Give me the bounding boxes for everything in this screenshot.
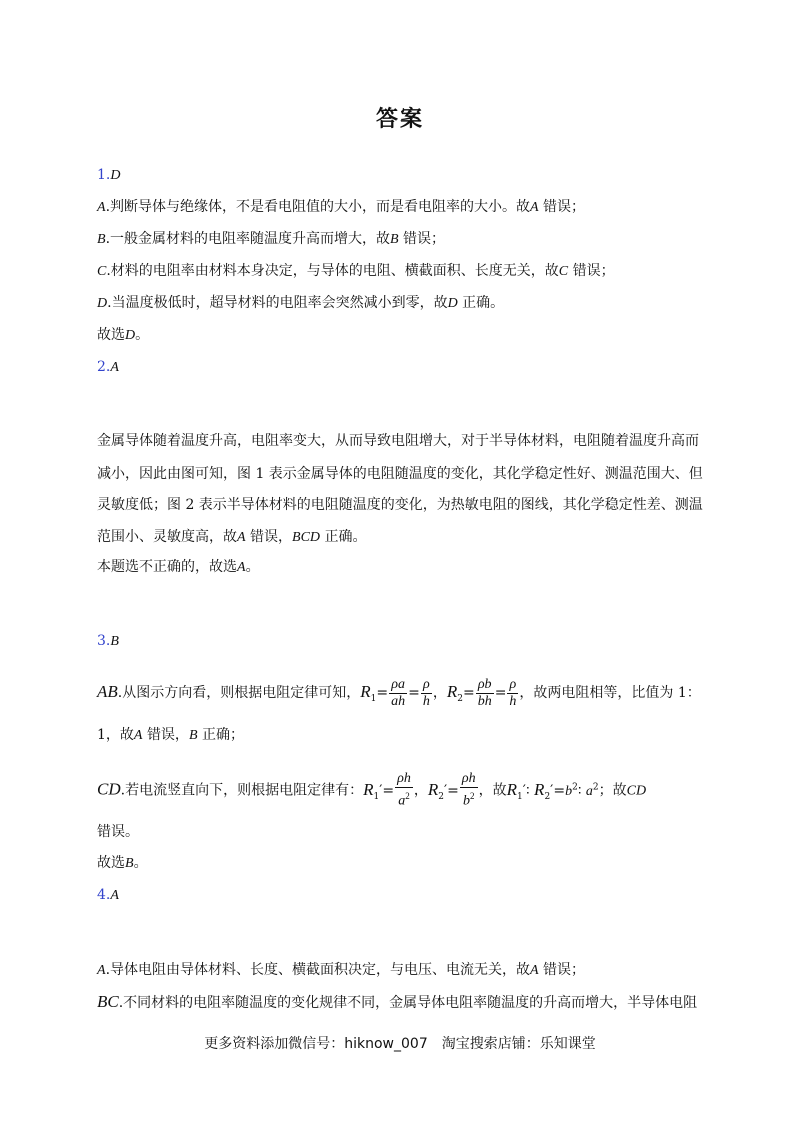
page-footer: 更多资料添加微信号：hiknow_007 淘宝搜索店铺：乐知课堂 xyxy=(204,1036,596,1052)
q1-conclusion: 故选D。 xyxy=(97,327,150,343)
q2-number: 2 xyxy=(97,359,106,375)
formula-r1: $R_1=$ $\frac{\rho a}{ah}$ = $\frac{\rho}{h}$ xyxy=(360,676,430,709)
q2-header: 2.A xyxy=(97,359,119,375)
q3-cd-line-2: 错误。 xyxy=(97,824,139,840)
q4-line-bc: BC.不同材料的电阻率随温度的变化规律不同，金属导体电阻率随温度的升高而增大，半导体电阻 xyxy=(97,992,698,1011)
q1-line-a: A.判断导体与绝缘体，不是看电阻值的大小，而是看电阻率的大小。故A 错误； xyxy=(97,199,586,215)
q2-conclusion: 本题选不正确的，故选A。 xyxy=(97,559,260,575)
q2-answer: A xyxy=(110,360,119,375)
q4-answer: A xyxy=(110,888,119,903)
formula-r2: $R_2=$ $\frac{\rho b}{bh}$ = $\frac{\rho}{h}$ xyxy=(446,676,517,709)
q2-para-line-1: 金属导体随着温度升高，电阻率变大，从而导致电阻增大，对于半导体材料，电阻随着温度升高而 xyxy=(97,433,699,449)
q2-para-line-2: 减小，因此由图可知，图 1 表示金属导体的电阻随温度的变化，其化学稳定性好、测温范围大、但 xyxy=(97,466,703,482)
q1-header: 1.D xyxy=(97,167,121,183)
formula-r2-prime: $R_2'=$ $\frac{\rho h}{b^2}$ xyxy=(427,771,476,809)
q3-conclusion: 故选B。 xyxy=(97,855,148,871)
page-title: 答案 xyxy=(375,107,424,132)
q1-line-d: D.当温度极低时，超导材料的电阻率会突然减小到零，故D 正确。 xyxy=(97,295,505,311)
q2-para-line-3: 灵敏度低；图 2 表示半导体材料的电阻随温度的变化，为热敏电阻的图线，其化学稳定性差、测温 xyxy=(97,497,703,513)
q1-number: 1 xyxy=(97,167,106,183)
q4-header: 4.A xyxy=(97,887,119,903)
formula-r1-prime: $R_1'=$ $\frac{\rho h}{a^2}$ xyxy=(363,771,411,809)
q4-line-a: A.导体电阻由导体材料、长度、横截面积决定，与电压、电流无关，故A 错误； xyxy=(97,962,586,978)
q3-number: 3 xyxy=(97,633,106,649)
q1-line-b: B.一般金属材料的电阻率随温度升高而增大，故B 错误； xyxy=(97,231,446,247)
q3-answer: B xyxy=(110,634,119,649)
q3-ab-line-2: 1，故A 错误，B 正确； xyxy=(97,727,244,743)
formula-ratio: $R_1'∶$ $R_2'=b^2∶$ $a^2$ xyxy=(506,779,599,802)
q1-line-c: C.材料的电阻率由材料本身决定，与导体的电阻、横截面积、长度无关，故C 错误； xyxy=(97,263,615,279)
q1-answer: D xyxy=(110,168,121,183)
q3-ab-line: AB.从图示方向看，则根据电阻定律可知，$R_1=$ $\frac{\rho a}{ah}$ = $\frac{\rho}{h}$ ，$R_2=$ $\frac{\rho b}{bh}$ = $\frac{\rho}{h}$ ，故两电阻相等，比值为 1： xyxy=(97,676,701,709)
q2-para-line-4: 范围小、灵敏度高，故A 错误，BCD 正确。 xyxy=(97,529,367,545)
q3-header: 3.B xyxy=(97,633,119,649)
q4-number: 4 xyxy=(97,887,106,903)
q3-cd-line: CD.若电流竖直向下，则根据电阻定律有：$R_1'=$ $\frac{\rho h}{a^2}$ ，$R_2'=$ $\frac{\rho h}{b^2}$ ，故$R_1'∶$ $R_2'=b^2∶$ $a^2$；故CD xyxy=(97,771,647,809)
